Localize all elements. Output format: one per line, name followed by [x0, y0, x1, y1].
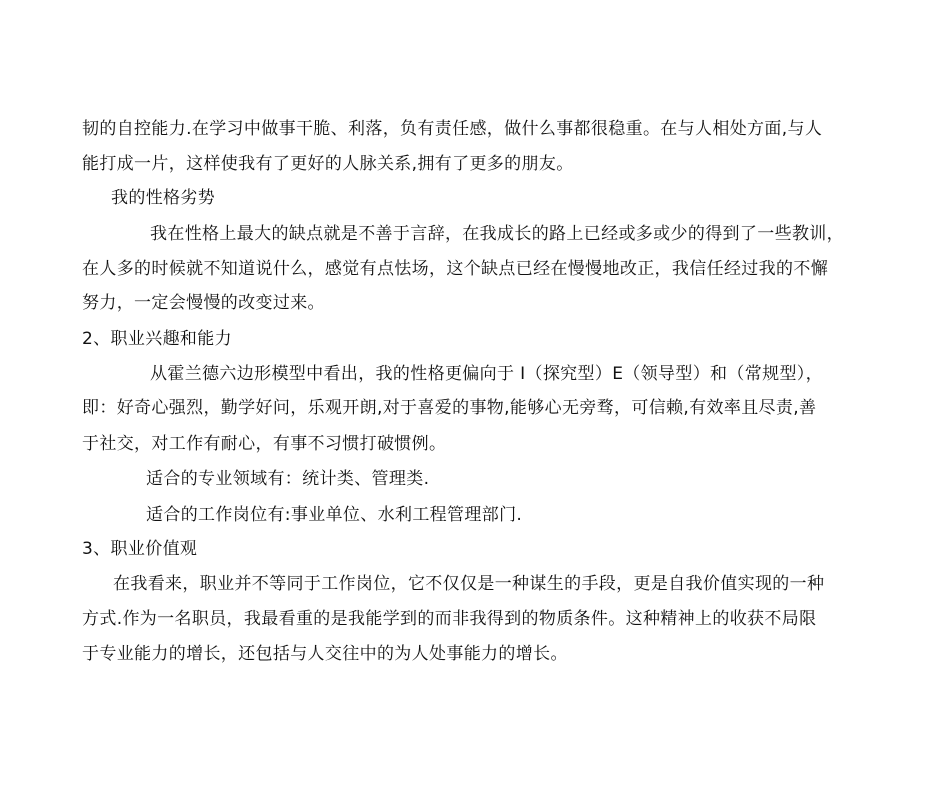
body-text-line: 韧的自控能力.在学习中做事干脆、利落，负有责任感，做什么事都很稳重。在与人相处方面,与人 [82, 119, 823, 139]
body-text-line: 我在性格上最大的缺点就是不善于言辞，在我成长的路上已经或多或少的得到了一些教训， [150, 224, 844, 244]
body-text-line: 努力，一定会慢慢的改变过来。 [82, 293, 325, 313]
body-text-line: 于专业能力的增长，还包括与人交往中的为人处事能力的增长。 [82, 644, 568, 664]
body-text-line: 能打成一片，这样使我有了更好的人脉关系,拥有了更多的朋友。 [82, 154, 574, 174]
section-heading: 我的性格劣势 [111, 188, 216, 208]
body-text-line: 方式.作为一名职员，我最看重的是我能学到的而非我得到的物质条件。这种精神上的收获不局限 [82, 609, 817, 629]
section-heading: 2、职业兴趣和能力 [82, 329, 232, 349]
body-text-line: 在我看来，职业并不等同于工作岗位，它不仅仅是一种谋生的手段，更是自我价值实现的一种 [113, 574, 825, 594]
body-text-line: 适合的工作岗位有:事业单位、水利工程管理部门. [146, 505, 523, 525]
body-text-line: 适合的专业领域有：统计类、管理类. [146, 469, 430, 489]
body-text-line: 在人多的时候就不知道说什么，感觉有点怯场，这个缺点已经在慢慢地改正，我信任经过我的不懈 [82, 259, 829, 279]
section-heading: 3、职业价值观 [82, 539, 198, 559]
body-text-line: 即：好奇心强烈，勤学好问，乐观开朗,对于喜爱的事物,能够心无旁骛，可信赖,有效率且尽责,善 [82, 398, 817, 418]
body-text-line: 于社交，对工作有耐心，有事不习惯打破惯例。 [82, 434, 447, 454]
body-text-line: 从霍兰德六边形模型中看出，我的性格更偏向于 I（探究型）E（领导型）和（常规型）， [150, 364, 824, 384]
